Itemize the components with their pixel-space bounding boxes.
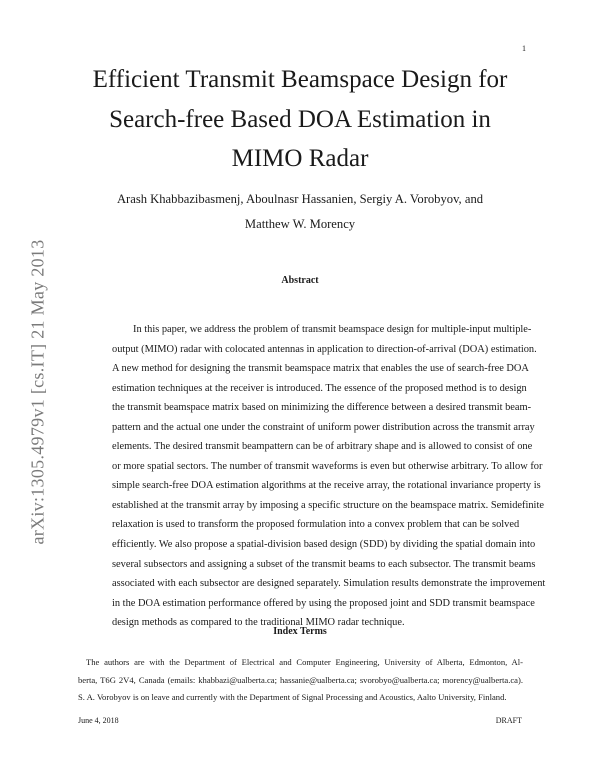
- abstract-line: associated with each subsector are designed separately. Simulation results demonstrate the improvement: [112, 578, 546, 590]
- author-line: Matthew W. Morency: [244, 217, 356, 231]
- abstract-line: or more spatial sectors. The number of transmit waveforms is even but otherwise arbitrary. To allow for: [112, 460, 543, 472]
- abstract-line: relaxation is used to transform the proposed formulation into a convex problem that can be solved: [112, 519, 520, 531]
- footnote-line: S. A. Vorobyov is on leave and currently with the Department of Signal Processing and Acoustics, Aalto University, Finland.: [78, 692, 507, 702]
- index-terms-heading: Index Terms: [273, 626, 327, 637]
- title-line: MIMO Radar: [231, 145, 369, 172]
- abstract-line: elements. The desired transmit beampattern can be of arbitrary shape and is allowed to consist of one: [112, 441, 533, 453]
- abstract-line: established at the transmit array by imposing a specific structure on the beamspace matrix. Semidefinite: [112, 499, 544, 511]
- page-number: 1: [522, 44, 526, 53]
- paper-title: [0, 60, 600, 179]
- abstract-line: design methods as compared to the traditional MIMO radar technique.: [112, 617, 405, 629]
- abstract-line: In this paper, we address the problem of transmit beamspace design for multiple-input multiple-: [133, 324, 532, 335]
- abstract-line: estimation techniques at the receiver is introduced. The essence of the proposed method is to design: [112, 382, 527, 394]
- abstract-heading: Abstract: [281, 275, 319, 286]
- author-list: [0, 187, 600, 237]
- author-line: Arash Khabbazibasmenj, Aboulnasr Hassanien, Sergiy A. Vorobyov, and: [116, 192, 484, 206]
- abstract-line: the transmit beamspace matrix based on minimizing the difference between a desired transmit beam-: [112, 402, 532, 414]
- abstract-line: output (MIMO) radar with colocated antennas in application to direction-of-arrival (DOA) estimation.: [112, 343, 537, 355]
- footer-date: June 4, 2018: [78, 716, 119, 725]
- title-line: Search-free Based DOA Estimation in: [109, 105, 491, 133]
- arxiv-identifier[interactable]: arXiv:1305.4979v1 [cs.IT] 21 May 2013: [27, 239, 48, 545]
- abstract-line: several subsectors and assigning a subset of the transmit beams to each subsector. The transmit beams: [112, 558, 536, 570]
- footnote-line: berta, T6G 2V4, Canada (emails: khabbazi@ualberta.ca; hassanie@ualberta.ca; svorobyo@ualberta.ca; morency@ualberta.ca).: [78, 674, 523, 685]
- footnote-line: The authors are with the Department of Electrical and Computer Engineering, University of Alberta, Edmonton, Al-: [86, 657, 523, 667]
- footer-draft-label: DRAFT: [495, 716, 522, 725]
- abstract-body: [112, 320, 546, 633]
- abstract-line: pattern and the actual one under the constraint of uniform power distribution across the transmit array: [112, 421, 535, 433]
- abstract-line: A new method for designing the transmit beamspace matrix that enables the use of search-free DOA: [112, 363, 529, 375]
- author-footnote: [78, 654, 523, 707]
- abstract-line: in the DOA estimation performance offered by using the proposed joint and SDD transmit beamspace: [112, 597, 535, 609]
- title-line: Efficient Transmit Beamspace Design for: [92, 66, 508, 93]
- abstract-line: efficiently. We also propose a spatial-division based design (SDD) by dividing the spatial domain into: [112, 539, 536, 551]
- abstract-line: simple search-free DOA estimation algorithms at the receive array, the rotational invariance property is: [112, 480, 541, 492]
